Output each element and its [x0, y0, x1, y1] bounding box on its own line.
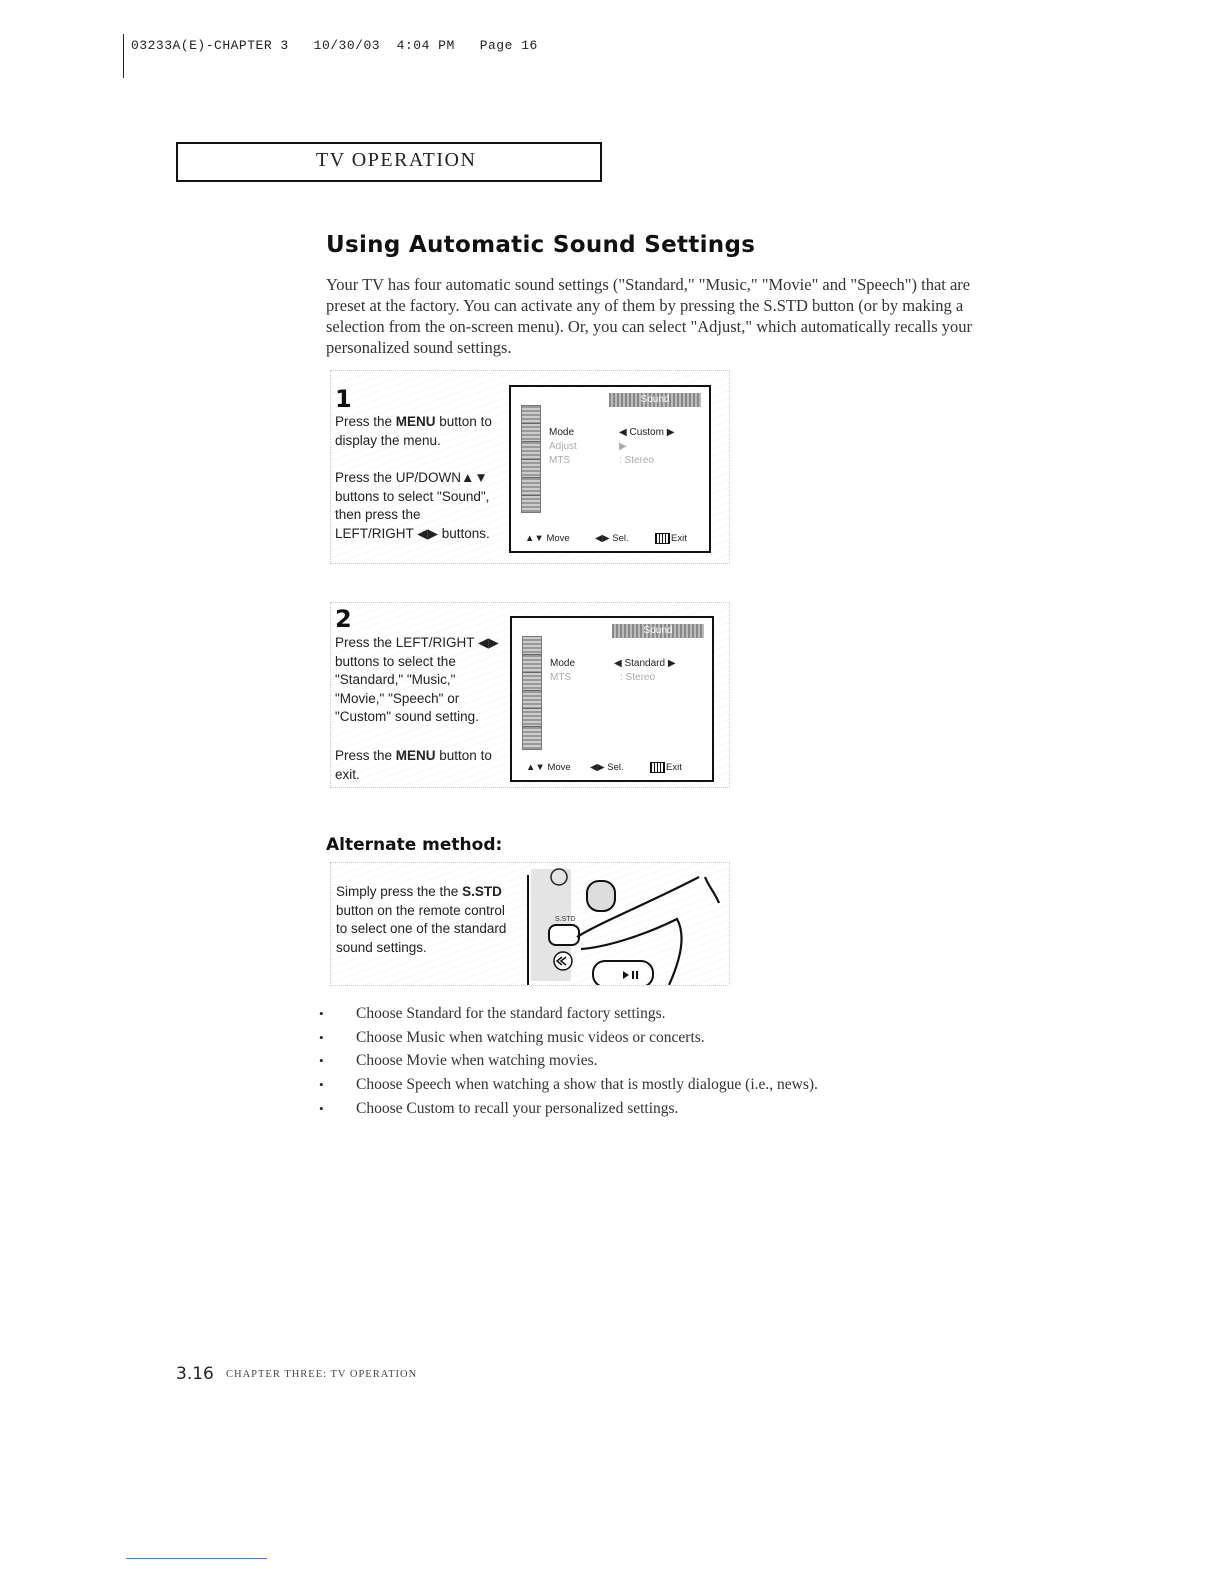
step-2-instruction-2: Press the MENU button to exit. [335, 748, 492, 782]
step-2-number: 2 [335, 605, 352, 633]
remote-hand-illustration [529, 863, 729, 985]
section-title: TV OPERATION [316, 149, 477, 171]
osd-footer-sel: ◀▶ Sel. [595, 533, 629, 544]
slug-page: Page 16 [479, 38, 538, 53]
osd-mode-label: Mode [549, 427, 575, 438]
list-item: • Choose Custom to recall your personalized settings. [316, 1097, 818, 1121]
page-heading: Using Automatic Sound Settings [326, 232, 756, 258]
osd-mode-value: ◀ Standard ▶ [614, 658, 676, 669]
slug-rule [123, 34, 124, 78]
alternate-method-panel [330, 862, 730, 986]
step-1-instruction-1: Press the MENU button to display the menu. [335, 414, 492, 448]
osd-footer-move: ▲▼ Move [526, 762, 571, 773]
print-slug [131, 38, 538, 53]
alternate-method-text: Simply press the the S.STD button on the remote control to select one of the standard sound settings. [336, 884, 507, 955]
step-1-panel [330, 370, 730, 564]
bottom-rule [126, 1558, 267, 1559]
list-item: • Choose Music when watching music videos or concerts. [316, 1026, 818, 1050]
step-1-number: 1 [335, 385, 352, 413]
slug-date: 10/30/03 [313, 38, 381, 53]
osd-menu-sidebar-icons [521, 405, 541, 513]
osd-mts-label: MTS [549, 455, 571, 466]
page-number: 3.16 [176, 1364, 214, 1384]
list-item: • Choose Speech when watching a show that is mostly dialogue (i.e., news). [316, 1073, 818, 1097]
osd-footer [525, 533, 699, 545]
osd-footer-exit: Exit [650, 762, 666, 773]
osd-mts-value: : Stereo [619, 455, 655, 466]
remote-button-oval-icon [587, 881, 615, 911]
step-2-osd-screen [510, 616, 714, 782]
menu-exit-icon [650, 762, 665, 773]
osd-mode-label: Mode [550, 658, 576, 669]
osd-mts-value: : Stereo [620, 672, 656, 683]
list-item: • Choose Movie when watching movies. [316, 1049, 818, 1073]
osd-mts-label: MTS [550, 672, 572, 683]
list-item: • Choose Standard for the standard factory settings. [316, 1002, 818, 1026]
osd-footer-sel: ◀▶ Sel. [590, 762, 624, 773]
step-1-instruction-2: Press the UP/DOWN▲▼ buttons to select "Sound", then press the LEFT/RIGHT ◀▶ buttons. [335, 470, 490, 541]
osd-menu-sidebar-icons [522, 636, 542, 750]
osd-adjust-label: Adjust [549, 441, 577, 452]
sound-mode-bullet-list [316, 1002, 818, 1120]
step-1-osd-screen [509, 385, 711, 553]
remote-sstd-label: S.STD [555, 916, 576, 923]
slug-job: 03233A(E)-CHAPTER 3 [131, 38, 289, 53]
footer-chapter-title: CHAPTER THREE: TV OPERATION [226, 1369, 418, 1380]
osd-footer-move: ▲▼ Move [525, 533, 570, 544]
osd-mode-value: ◀ Custom ▶ [619, 427, 675, 438]
osd-footer [526, 762, 702, 774]
intro-paragraph: Your TV has four automatic sound settings ("Standard," "Music," "Movie" and "Speech") that are preset at the factory. You can activate any of them by pressing the S.STD button (or by making a selection from the on-screen menu). Or, you can select "Adjust," which automatically recalls your personalized sound settings. [326, 275, 973, 357]
slug-time: 4:04 PM [396, 38, 455, 53]
menu-exit-icon [655, 533, 670, 544]
sstd-button-icon [549, 925, 579, 945]
osd-header: Sound [609, 393, 701, 407]
step-2-panel [330, 602, 730, 788]
osd-adjust-value: ▶ [619, 441, 627, 452]
osd-footer-exit: Exit [655, 533, 671, 544]
osd-header: Sound [612, 624, 704, 638]
alternate-method-heading: Alternate method: [326, 835, 503, 855]
step-2-instruction-1: Press the LEFT/RIGHT ◀▶ buttons to select the "Standard," "Music," "Movie," "Speech" or "Custom" sound setting. [335, 635, 499, 724]
